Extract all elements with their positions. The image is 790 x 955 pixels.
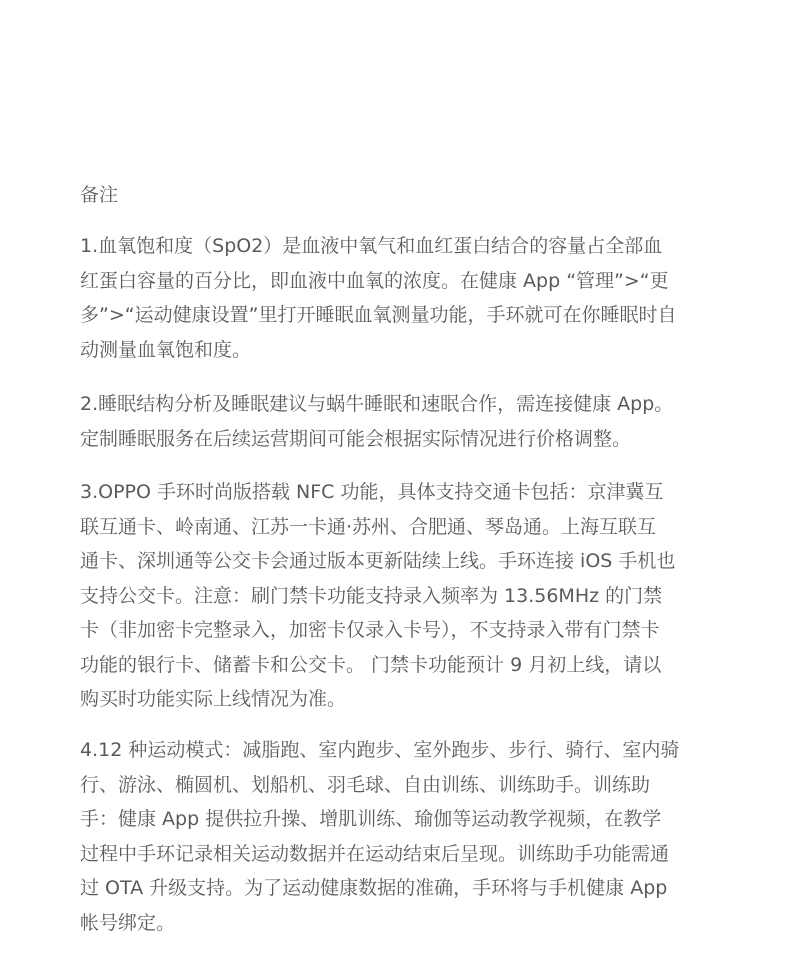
note-line: 行、游泳、椭圆机、划船机、羽毛球、自由训练、训练助手。训练助 — [80, 773, 651, 796]
note-nfc — [80, 475, 720, 717]
note-line: 联互通卡、岭南通、江苏一卡通·苏州、合肥通、琴岛通。上海互联互 — [80, 515, 657, 538]
note-line: 帐号绑定。 — [80, 911, 176, 934]
note-line: 手：健康 App 提供拉升操、增肌训练、瑜伽等运动教学视频，在教学 — [80, 808, 662, 830]
note-line: 3.OPPO 手环时尚版搭载 NFC 功能，具体支持交通卡包括：京津冀互 — [80, 481, 664, 503]
note-line: 功能的银行卡、储蓄卡和公交卡。 门禁卡功能预计 9 月初上线，请以 — [80, 653, 662, 676]
note-line: 动测量血氧饱和度。 — [80, 338, 252, 361]
note-line: 购买时功能实际上线情况为准。 — [80, 688, 347, 710]
note-line: 定制睡眠服务在后续运营期间可能会根据实际情况进行价格调整。 — [80, 427, 632, 450]
notes-title: 备注 — [80, 184, 119, 206]
note-line: 通卡、深圳通等公交卡会通过版本更新陆续上线。手环连接 iOS 手机也 — [80, 550, 676, 572]
note-line: 红蛋白容量的百分比，即血液中血氧的浓度。在健康 App “管理”>“更 — [80, 269, 669, 292]
note-sport-modes — [80, 733, 720, 940]
note-line: 支持公交卡。注意：刷门禁卡功能支持录入频率为 13.56MHz 的门禁 — [80, 584, 663, 607]
note-line: 卡（非加密卡完整录入，加密卡仅录入卡号），不支持录入带有门禁卡 — [80, 619, 660, 641]
note-line: 4.12 种运动模式：减脂跑、室内跑步、室外跑步、步行、骑行、室内骑 — [80, 739, 680, 761]
note-line: 多”>“运动健康设置”里打开睡眠血氧测量功能，手环就可在你睡眠时自 — [80, 304, 677, 326]
note-line: 过 OTA 升级支持。为了运动健康数据的准确，手环将与手机健康 App — [80, 877, 668, 899]
note-line: 1.血氧饱和度（SpO2）是血液中氧气和血红蛋白结合的容量占全部血 — [80, 235, 663, 257]
note-spo2 — [80, 229, 720, 367]
note-line: 过程中手环记录相关运动数据并在运动结束后呈现。训练助手功能需通 — [80, 842, 670, 865]
note-sleep-analysis — [80, 387, 720, 456]
note-line: 2.睡眠结构分析及睡眠建议与蜗牛睡眠和速眠合作，需连接健康 App。 — [80, 393, 674, 415]
